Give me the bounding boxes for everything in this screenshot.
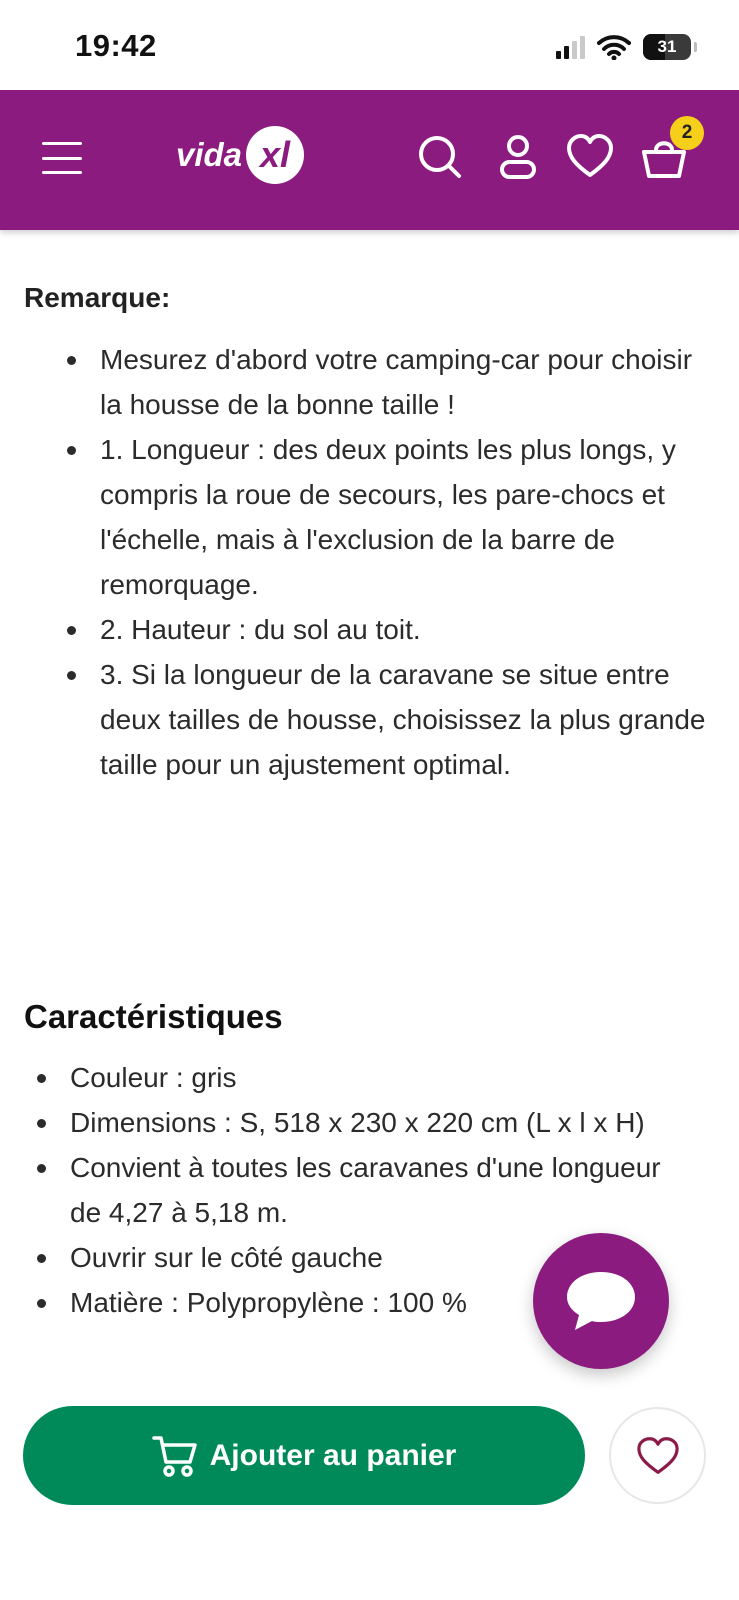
list-item: Dimensions : S, 518 x 230 x 220 cm (L x l x H) — [70, 1100, 690, 1145]
status-time: 19:42 — [75, 28, 157, 63]
add-to-cart-button[interactable] — [23, 1406, 585, 1505]
logo-text: vida — [176, 136, 243, 173]
site-header — [0, 90, 739, 230]
status-bar — [0, 0, 739, 90]
list-item: 3. Si la longueur de la caravane se situe entre deux tailles de housse, choisissez la plus grande taille pour un ajustement optimal. — [100, 652, 715, 787]
remark-heading: Remarque: — [24, 282, 171, 313]
remark-list — [100, 337, 715, 787]
add-to-cart-label: Ajouter au panier — [209, 1438, 457, 1472]
list-item: 1. Longueur : des deux points les plus longs, y compris la roue de secours, les pare-chocs et l'échelle, mais à l'exclusion de la barre de remorquage. — [100, 427, 715, 607]
basket-icon[interactable] — [640, 122, 693, 182]
list-item: 2. Hauteur : du sol au toit. — [100, 607, 715, 652]
signal-icon — [556, 35, 585, 59]
account-icon[interactable] — [494, 132, 542, 182]
battery-icon — [643, 34, 691, 60]
battery-level: 31 — [657, 37, 677, 56]
list-item: Matière : Polypropylène : 100 % — [70, 1280, 690, 1325]
wifi-icon — [597, 34, 631, 60]
logo-mark: xl — [246, 126, 304, 184]
cart-count-badge: 2 — [670, 116, 704, 150]
status-icons — [556, 34, 691, 60]
list-item: Convient à toutes les caravanes d'une longueur de 4,27 à 5,18 m. — [70, 1145, 690, 1235]
heart-icon — [636, 1436, 680, 1476]
chat-bubble-icon — [563, 1268, 639, 1334]
search-icon[interactable] — [416, 132, 464, 182]
chat-button[interactable] — [533, 1233, 669, 1369]
wishlist-button[interactable] — [609, 1407, 706, 1504]
menu-icon[interactable] — [42, 142, 82, 174]
list-item: Ouvrir sur le côté gauche — [70, 1235, 690, 1280]
list-item: Couleur : gris — [70, 1055, 690, 1100]
vidaxl-logo[interactable] — [176, 126, 304, 190]
features-heading: Caractéristiques — [24, 998, 283, 1035]
cart-icon — [152, 1434, 198, 1478]
heart-icon[interactable] — [566, 132, 614, 182]
list-item: Mesurez d'abord votre camping-car pour choisir la housse de la bonne taille ! — [100, 337, 715, 427]
